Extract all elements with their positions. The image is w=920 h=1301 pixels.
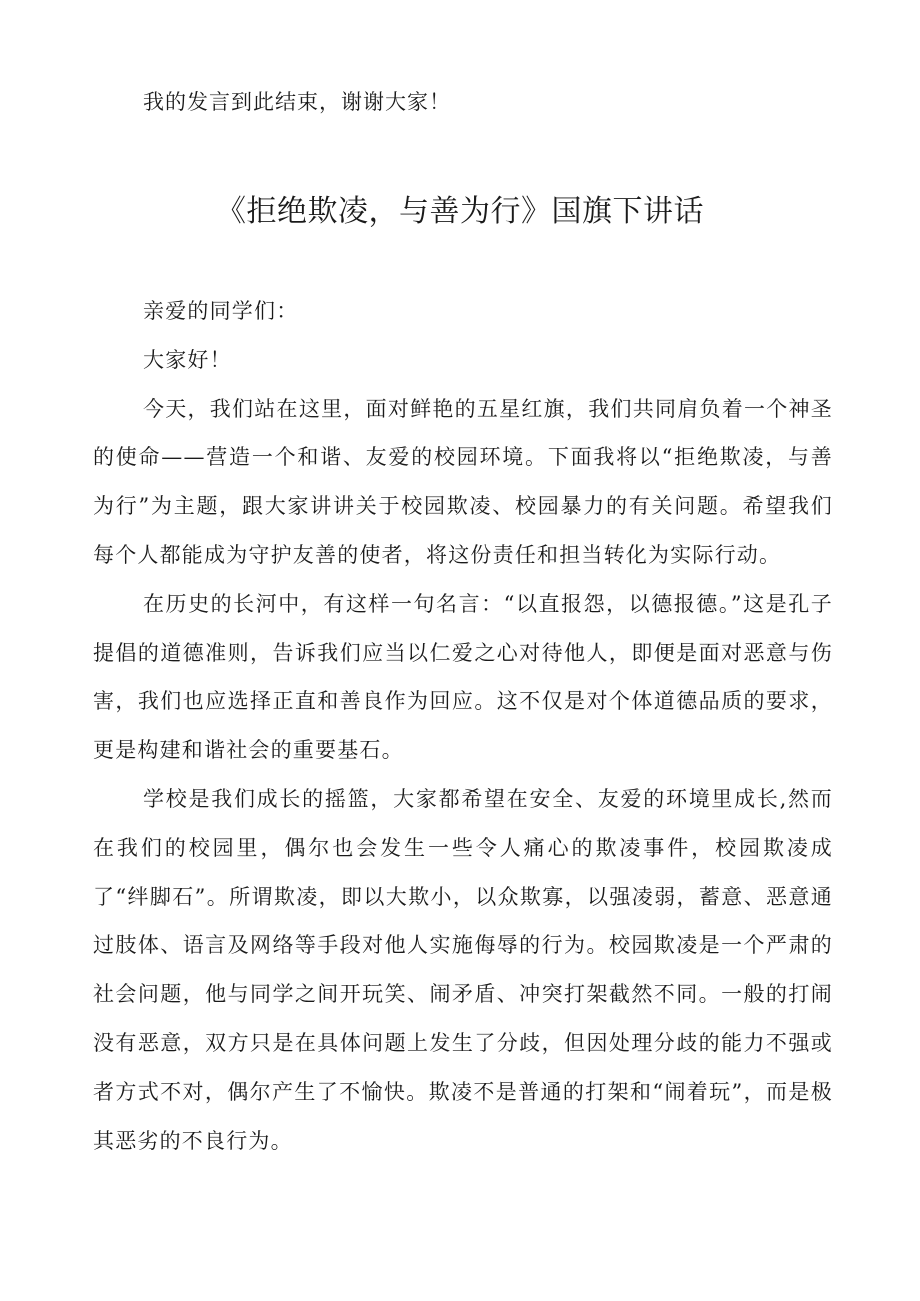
speech-title: 《拒绝欺凌，与善为行》国旗下讲话: [216, 194, 704, 229]
body-paragraph: 在历史的长河中，有这样一句名言：“以直报怨，以德报德。”这是孔子提倡的道德准则，告诉我们应当以仁爱之心对待他人，即便是面对恶意与伤害，我们也应选择正直和善良作为回应。这不仅是对个体道德品质的要求，更是构建和谐社会的重要基石。: [93, 591, 833, 763]
greeting-paragraph: 大家好！: [143, 347, 232, 372]
speech-body: [93, 287, 833, 1165]
body-paragraph: 今天，我们站在这里，面对鲜艳的五星红旗，我们共同肩负着一个神圣的使命——营造一个和谐、友爱的校园环境。下面我将以“拒绝欺凌，与善为行”为主题，跟大家讲讲关于校园欺凌、校园暴力的有关问题。希望我们每个人都能成为守护友善的使者，将这份责任和担当转化为实际行动。: [93, 396, 833, 567]
body-paragraph: 学校是我们成长的摇篮，大家都希望在安全、友爱的环境里成长,然而在我们的校园里，偶尔也会发生一些令人痛心的欺凌事件，校园欺凌成了“绊脚石”。所谓欺凌，即以大欺小，以众欺寡，以强凌弱，蓄意、恶意通过肢体、语言及网络等手段对他人实施侮辱的行为。校园欺凌是一个严肃的社会问题，他与同学之间开玩笑、闹矛盾、冲突打架截然不同。一般的打闹没有恶意，双方只是在具体问题上发生了分歧，但因处理分歧的能力不强或者方式不对，偶尔产生了不愉快。欺凌不是普通的打架和“闹着玩”，而是极其恶劣的不良行为。: [93, 786, 833, 1153]
previous-speech-closing-line: 我的发言到此结束，谢谢大家！: [143, 90, 451, 114]
salutation-paragraph: 亲爱的同学们：: [143, 299, 299, 323]
